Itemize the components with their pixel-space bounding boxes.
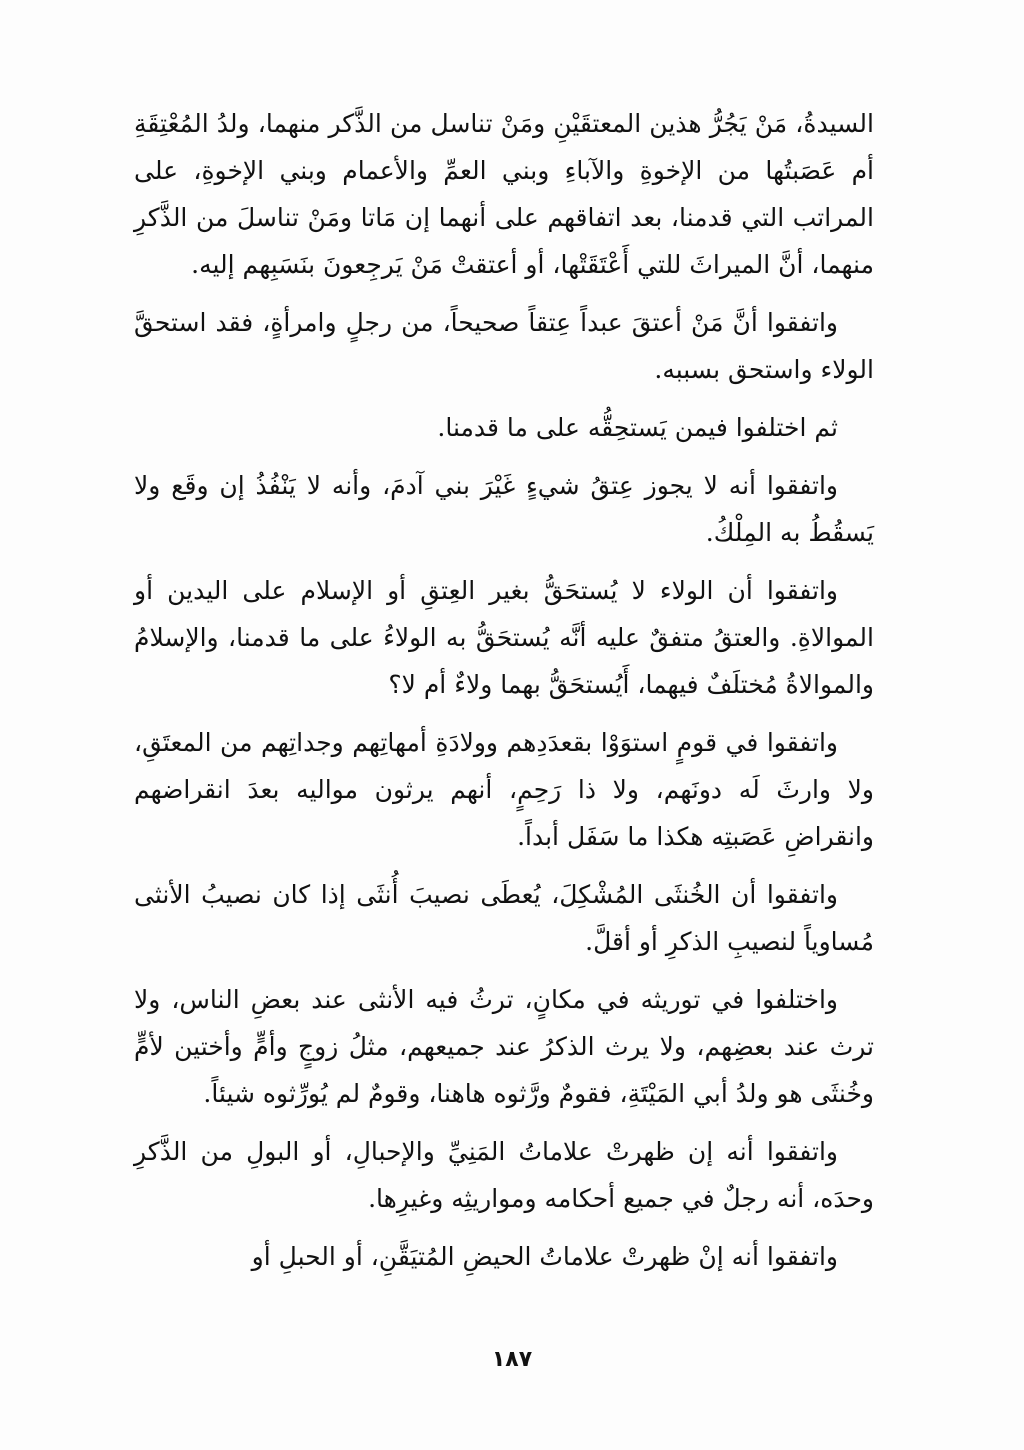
paragraph: واتفقوا أن الخُنثَى المُشْكِلَ، يُعطَى نصيبَ أُنثَى إذا كان نصيبُ الأنثى مُساوياً لنصيبِ الذكرِ أو أقلَّ. — [134, 880, 874, 956]
paragraph: ثم اختلفوا فيمن يَستحِقُّه على ما قدمنا. — [437, 413, 838, 442]
paragraph: واختلفوا في توريثه في مكانٍ، ترثُ فيه الأنثى عند بعضِ الناس، ولا ترث عند بعضِهم، ولا يرث الذكرُ عند جميعهم، مثلُ زوجٍ وأمٍّ وأختين لأمٍّ وخُنثَى هو ولدُ أبي المَيْتَةِ، فقومٌ ورَّثوه هاهنا، وقومٌ لم يُورِّثوه شيئاً. — [134, 985, 874, 1108]
page-number: ١٨٧ — [491, 1347, 533, 1372]
paragraph: واتفقوا أنه لا يجوز عِتقُ شيءٍ غَيْرَ بني آدمَ، وأنه لا يَنْفُذُ إن وقَع ولا يَسقُطُ به المِلْكُ. — [134, 471, 874, 547]
paragraph: السيدةُ، مَنْ يَجُرُّ هذين المعتقَيْنِ ومَنْ تناسل من الذَّكر منهما، ولدُ المُعْتِقَةِ أم عَصَبتُها من الإخوةِ والآباءِ وبني العمِّ والأعمام وبني الإخوةِ، على المراتب التي قدمنا، بعد اتفاقهم على أنهما إن مَاتا ومَنْ تناسلَ من الذَّكرِ منهما، أنَّ الميراثَ للتي أَعْتَقَتْها، أو أعتقتْ مَنْ يَرجِعونَ بنَسَبِهم إليه. — [134, 109, 874, 279]
paragraph: واتفقوا في قومٍ استوَوْا بقعدَدِهم وولادَةِ أمهاتِهم وجداتِهم من المعتَقِ، ولا وارثَ لَه دونَهم، ولا ذا رَحِمٍ، أنهم يرثون مواليه بعدَ انقراضهم وانقراضِ عَصَبتِه هكذا ما سَفَل أبداً. — [134, 728, 874, 851]
paragraph: واتفقوا أنَّ مَنْ أعتقَ عبداً عِتقاً صحيحاً، من رجلٍ وامرأةٍ، فقد استحقَّ الولاء واستحق بسببه. — [134, 308, 874, 384]
paragraph: واتفقوا أن الولاء لا يُستحَقُّ بغير العِتقِ أو الإسلام على اليدين أو الموالاةِ. والعتقُ متفقٌ عليه أنَّه يُستحَقُّ به الولاءُ على ما قدمنا، والإسلامُ والموالاةُ مُختلَفٌ فيهما، أَيُستحَقُّ بهما ولاءٌ أم لا؟ — [134, 576, 874, 699]
paragraph: واتفقوا أنه إنْ ظهرتْ علاماتُ الحيضِ المُتيَقَّنِ، أو الحبلِ أو — [251, 1242, 838, 1271]
paragraph: واتفقوا أنه إن ظهرتْ علاماتُ المَنِيِّ والإحبالِ، أو البولِ من الذَّكرِ وحدَه، أنه رجلٌ في جميع أحكامه ومواريثِه وغيرِها. — [134, 1137, 874, 1213]
page-body-text — [134, 100, 874, 1291]
